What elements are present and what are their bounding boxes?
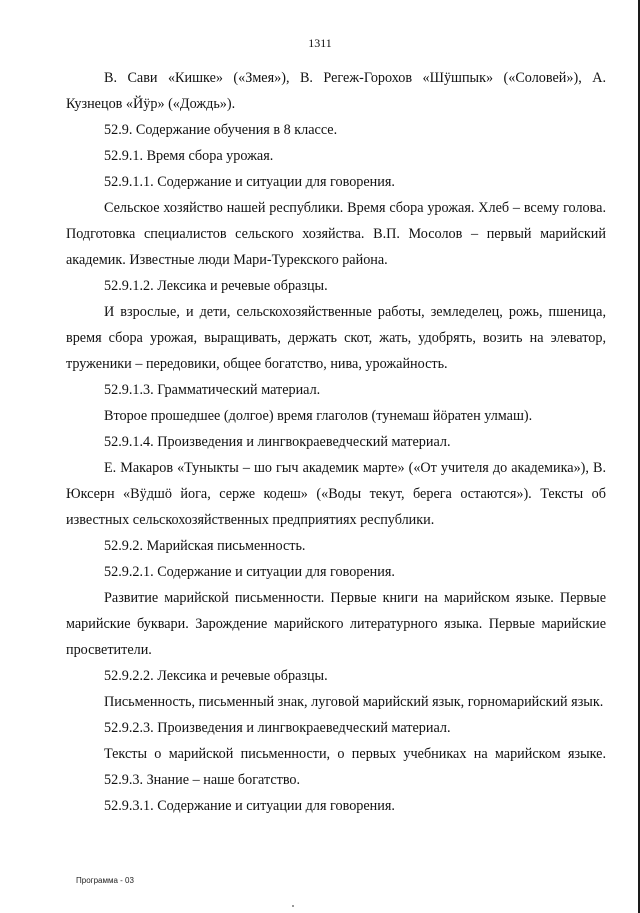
scan-dot [292,905,294,907]
section-heading: 52.9.1.4. Произведения и лингвокраеведческий материал. [104,434,451,450]
section-heading: 52.9.2.1. Содержание и ситуации для говорения. [104,564,395,580]
section-heading: 52.9.1.2. Лексика и речевые образцы. [104,278,328,294]
section-heading: 52.9.1. Время сбора урожая. [104,148,274,164]
section-heading: 52.9.3. Знание – наше богатство. [104,772,301,788]
paragraph: В. Сави «Кишке» («Змея»), В. Регеж-Горохов «Шӱшпык» («Соловей»), А. Кузнецов «Йӱр» («Дождь»). [66,70,606,112]
paragraph: Развитие марийской письменности. Первые книги на марийском языке. Первые марийские буквари. Зарождение марийского литературного языка. Первые марийские просветители. [66,590,606,658]
section-heading: 52.9.1.3. Грамматический материал. [104,382,321,398]
section-heading: 52.9.1.1. Содержание и ситуации для говорения. [104,174,395,190]
footer-label: Программа - 03 [76,876,134,885]
section-heading: 52.9.2.3. Произведения и лингвокраеведческий материал. [104,720,451,736]
paragraph: Письменность, письменный знак, луговой марийский язык, горномарийский язык. [104,694,604,710]
section-heading: 52.9.3.1. Содержание и ситуации для говорения. [104,798,395,814]
section-heading: 52.9.2. Марийская письменность. [104,538,306,554]
body-text [66,65,606,819]
paragraph: Тексты о марийской письменности, о первых учебниках на марийском языке. [104,746,606,762]
section-heading: 52.9.2.2. Лексика и речевые образцы. [104,668,328,684]
page-number: 1311 [308,36,332,50]
paragraph: Второе прошедшее (долгое) время глаголов (тунемаш йӧратен улмаш). [104,408,533,424]
section-heading: 52.9. Содержание обучения в 8 классе. [104,122,338,138]
paragraph: И взрослые, и дети, сельскохозяйственные работы, земледелец, рожь, пшеница, время сбора урожая, выращивать, держать скот, жать, удобрять, возить на элеватор, труженики – передовики, общее богатство, нива, урожайность. [66,304,606,372]
paragraph: Сельское хозяйство нашей республики. Время сбора урожая. Хлеб – всему голова. Подготовка специалистов сельского хозяйства. В.П. Мосолов – первый марийский академик. Известные люди Мари-Турекского района. [66,200,606,268]
paragraph: Е. Макаров «Туныкты – шо гыч академик марте» («От учителя до академика»), В. Юксерн «Вӱдшӧ йога, серже кодеш» («Воды текут, берега остаются»). Тексты об известных сельскохозяйственных предприятиях республики. [66,460,606,528]
